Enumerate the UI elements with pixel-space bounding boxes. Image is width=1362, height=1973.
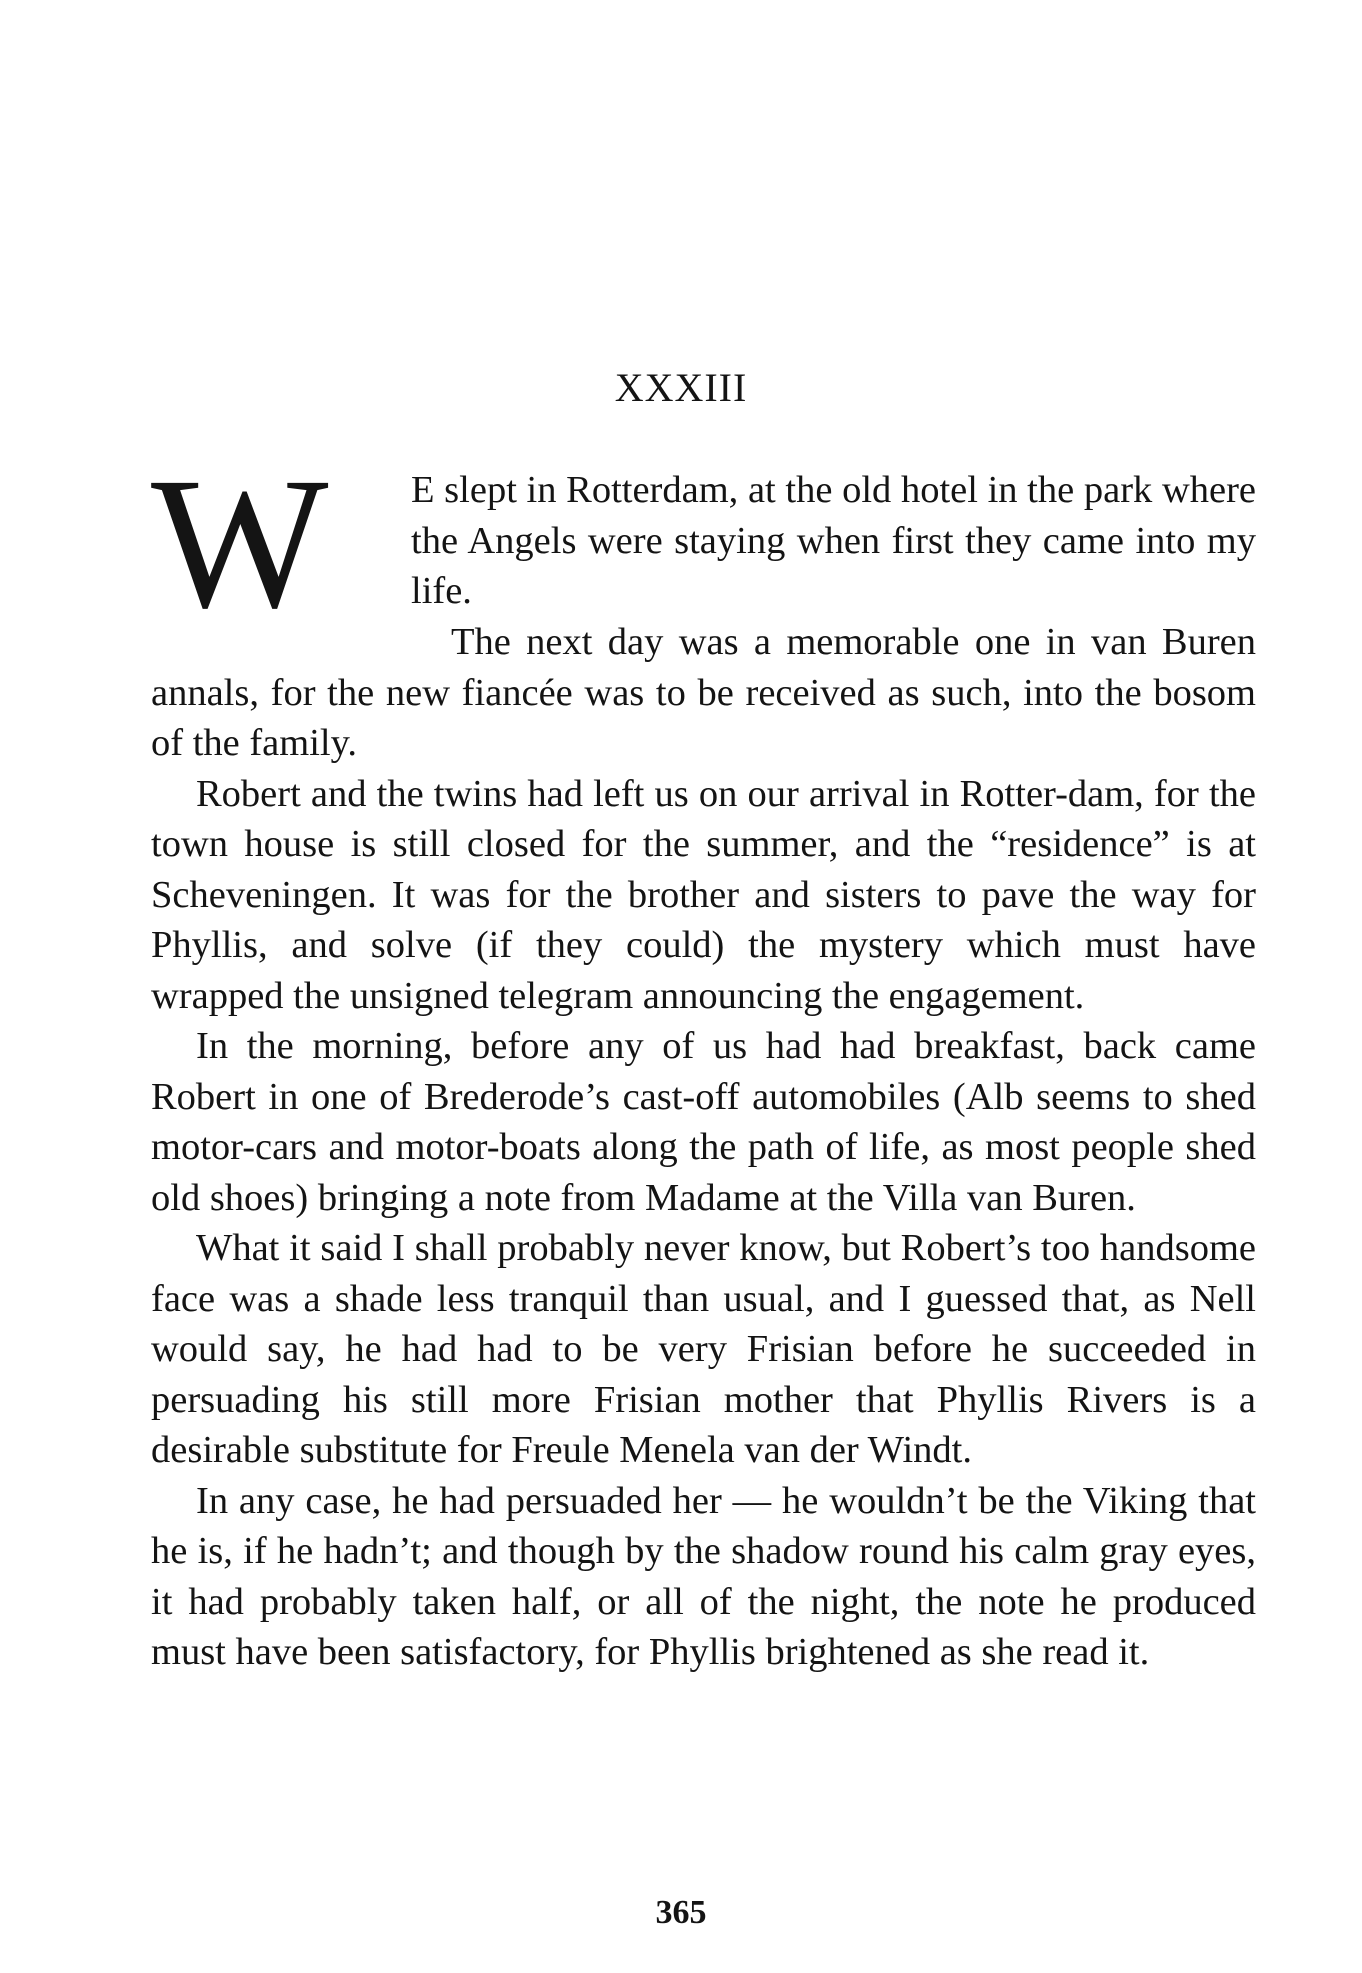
opening-paragraph (151, 438, 1256, 647)
drop-cap: W (151, 438, 329, 647)
body-text (151, 617, 1256, 1678)
opening-lines (411, 465, 1256, 617)
first-paragraph-text: E slept in Rotterdam, at the old hotel in the park where the Angels were staying when first they came into my life. (411, 469, 1256, 612)
paragraph-in-any-case: In any case, he had persuaded her — he wouldn’t be the Viking that he is, if he hadn’t; and though by the shadow round his calm gray eyes, it had probably taken half, or all of the night, the note he produced must have been satisfactory, for Phyllis brightened as she read it. (151, 1479, 1256, 1673)
paragraph-next-day: The next day was a memorable one in van Buren annals, for the new fiancée was to be received as such, into the bosom of the family. (151, 621, 1256, 764)
paragraph-what-it-said: What it said I shall probably never know, but Robert’s too handsome face was a shade less tranquil than usual, and I guessed that, as Nell would say, he had had to be very Frisian before he succeeded in persuading his still more Frisian mother that Phyllis Rivers is a desirable substitute for Freule Menela van der Windt. (151, 1227, 1256, 1471)
page-number: 365 (655, 1894, 707, 1931)
chapter-heading: XXXIII (614, 365, 748, 410)
paragraph-robert-twins: Robert and the twins had left us on our arrival in Rotter-dam, for the town house is still closed for the summer, and the “residence” is at Scheveningen. It was for the brother and sisters to pave the way for Phyllis, and solve (if they could) the mystery which must have wrapped the unsigned telegram announcing the engagement. (151, 772, 1256, 1017)
paragraph-morning: In the morning, before any of us had had breakfast, back came Robert in one of Brederode’s cast-off automobiles (Alb seems to shed motor-cars and motor-boats along the path of life, as most people shed old shoes) bringing a note from Madame at the Villa van Buren. (151, 1025, 1256, 1219)
